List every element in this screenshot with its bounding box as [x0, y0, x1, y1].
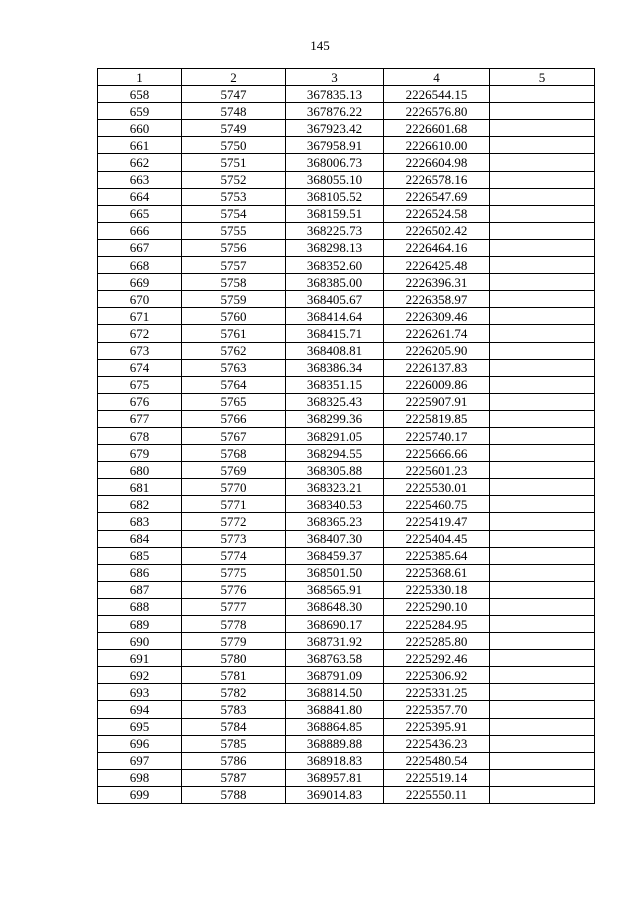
table-cell-col-3: 368690.17: [286, 616, 384, 633]
table-cell-col-4: 2226578.16: [384, 171, 490, 188]
table-cell-col-2: 5780: [182, 650, 286, 667]
table-cell-col-3: 368105.52: [286, 188, 384, 205]
table-cell-col-4: 2225395.91: [384, 718, 490, 735]
table-row: [98, 410, 595, 427]
table-cell-col-3: 368841.80: [286, 701, 384, 718]
table-cell-col-1: 677: [98, 410, 182, 427]
table-cell-col-3: 368414.64: [286, 308, 384, 325]
table-cell-col-5: [490, 735, 595, 752]
table-cell-col-1: 682: [98, 496, 182, 513]
table-cell-col-5: [490, 752, 595, 769]
table-cell-col-4: 2226425.48: [384, 257, 490, 274]
table-cell-col-2: 5778: [182, 616, 286, 633]
table-cell-col-4: 2225601.23: [384, 462, 490, 479]
table-cell-col-4: 2225357.70: [384, 701, 490, 718]
table-cell-col-4: 2225284.95: [384, 616, 490, 633]
table-cell-col-1: 696: [98, 735, 182, 752]
table-cell-col-1: 697: [98, 752, 182, 769]
table-row: [98, 239, 595, 256]
table-cell-col-3: 368791.09: [286, 667, 384, 684]
table-row: [98, 496, 595, 513]
table-cell-col-3: 367958.91: [286, 137, 384, 154]
table-cell-col-4: 2225292.46: [384, 650, 490, 667]
table-cell-col-1: 674: [98, 359, 182, 376]
table-cell-col-1: 672: [98, 325, 182, 342]
table-cell-col-4: 2225819.85: [384, 410, 490, 427]
table-row: [98, 752, 595, 769]
table-cell-col-4: 2225460.75: [384, 496, 490, 513]
table-cell-col-5: [490, 581, 595, 598]
table-cell-col-5: [490, 513, 595, 530]
table-cell-col-3: 368006.73: [286, 154, 384, 171]
table-cell-col-3: 368763.58: [286, 650, 384, 667]
table-cell-col-5: [490, 462, 595, 479]
table-cell-col-2: 5754: [182, 205, 286, 222]
table-cell-col-5: [490, 445, 595, 462]
column-header-3: 3: [286, 69, 384, 86]
table-cell-col-1: 699: [98, 786, 182, 803]
table-cell-col-2: 5747: [182, 86, 286, 103]
table-cell-col-2: 5784: [182, 718, 286, 735]
table-cell-col-4: 2226205.90: [384, 342, 490, 359]
table-cell-col-4: 2225666.66: [384, 445, 490, 462]
table-cell-col-1: 686: [98, 564, 182, 581]
table-cell-col-1: 695: [98, 718, 182, 735]
table-cell-col-5: [490, 274, 595, 291]
table-cell-col-4: 2225740.17: [384, 427, 490, 444]
table-cell-col-4: 2226601.68: [384, 120, 490, 137]
table-row: [98, 427, 595, 444]
table-cell-col-4: 2226396.31: [384, 274, 490, 291]
table-cell-col-3: 368352.60: [286, 257, 384, 274]
table-cell-col-5: [490, 547, 595, 564]
table-row: [98, 462, 595, 479]
table-cell-col-4: 2226137.83: [384, 359, 490, 376]
table-row: [98, 291, 595, 308]
table-cell-col-2: 5748: [182, 103, 286, 120]
table-cell-col-4: 2226610.00: [384, 137, 490, 154]
table-row: [98, 308, 595, 325]
table-cell-col-2: 5764: [182, 376, 286, 393]
table-cell-col-1: 669: [98, 274, 182, 291]
table-cell-col-5: [490, 257, 595, 274]
table-cell-col-4: 2225419.47: [384, 513, 490, 530]
table-cell-col-3: 368501.50: [286, 564, 384, 581]
table-cell-col-4: 2225404.45: [384, 530, 490, 547]
table-cell-col-2: 5773: [182, 530, 286, 547]
table-cell-col-2: 5777: [182, 598, 286, 615]
table-cell-col-5: [490, 188, 595, 205]
table-cell-col-4: 2225290.10: [384, 598, 490, 615]
table-cell-col-5: [490, 718, 595, 735]
table-cell-col-5: [490, 393, 595, 410]
table-cell-col-3: 368159.51: [286, 205, 384, 222]
table-cell-col-4: 2226576.80: [384, 103, 490, 120]
table-cell-col-5: [490, 171, 595, 188]
table-cell-col-3: 368294.55: [286, 445, 384, 462]
table-row: [98, 701, 595, 718]
table-row: [98, 735, 595, 752]
table-cell-col-5: [490, 530, 595, 547]
table-cell-col-4: 2226358.97: [384, 291, 490, 308]
table-cell-col-5: [490, 667, 595, 684]
table-cell-col-3: 368225.73: [286, 222, 384, 239]
table-row: [98, 205, 595, 222]
table-cell-col-3: 368340.53: [286, 496, 384, 513]
table-cell-col-2: 5770: [182, 479, 286, 496]
table-cell-col-5: [490, 103, 595, 120]
table-cell-col-2: 5760: [182, 308, 286, 325]
table-cell-col-3: 368408.81: [286, 342, 384, 359]
table-cell-col-1: 660: [98, 120, 182, 137]
table-cell-col-4: 2225436.23: [384, 735, 490, 752]
table-cell-col-2: 5765: [182, 393, 286, 410]
table-row: [98, 171, 595, 188]
table-row: [98, 530, 595, 547]
table-cell-col-3: 368298.13: [286, 239, 384, 256]
table-cell-col-4: 2226309.46: [384, 308, 490, 325]
table-cell-col-3: 368407.30: [286, 530, 384, 547]
table-cell-col-1: 661: [98, 137, 182, 154]
table-row: [98, 376, 595, 393]
table-cell-col-1: 668: [98, 257, 182, 274]
table-cell-col-4: 2225368.61: [384, 564, 490, 581]
table-cell-col-4: 2225285.80: [384, 633, 490, 650]
table-cell-col-4: 2225330.18: [384, 581, 490, 598]
table-header: [98, 69, 595, 86]
table-cell-col-1: 664: [98, 188, 182, 205]
table-cell-col-2: 5785: [182, 735, 286, 752]
table-cell-col-3: 368814.50: [286, 684, 384, 701]
table-cell-col-1: 658: [98, 86, 182, 103]
table-cell-col-1: 687: [98, 581, 182, 598]
table-cell-col-3: 368731.92: [286, 633, 384, 650]
table-cell-col-2: 5783: [182, 701, 286, 718]
table-cell-col-3: 368385.00: [286, 274, 384, 291]
table-cell-col-5: [490, 291, 595, 308]
column-header-5: 5: [490, 69, 595, 86]
table-row: [98, 769, 595, 786]
table-row: [98, 342, 595, 359]
table-row: [98, 786, 595, 803]
table-cell-col-4: 2226261.74: [384, 325, 490, 342]
table-cell-col-3: 368565.91: [286, 581, 384, 598]
table-cell-col-2: 5781: [182, 667, 286, 684]
table-cell-col-2: 5757: [182, 257, 286, 274]
table-cell-col-2: 5759: [182, 291, 286, 308]
table-cell-col-4: 2226547.69: [384, 188, 490, 205]
table-cell-col-2: 5769: [182, 462, 286, 479]
table-cell-col-2: 5750: [182, 137, 286, 154]
table-cell-col-2: 5753: [182, 188, 286, 205]
table-cell-col-1: 676: [98, 393, 182, 410]
table-cell-col-1: 666: [98, 222, 182, 239]
table-row: [98, 650, 595, 667]
table-cell-col-5: [490, 120, 595, 137]
table-cell-col-1: 679: [98, 445, 182, 462]
table-cell-col-1: 692: [98, 667, 182, 684]
table-cell-col-5: [490, 496, 595, 513]
table-cell-col-5: [490, 342, 595, 359]
table-row: [98, 445, 595, 462]
table-cell-col-2: 5786: [182, 752, 286, 769]
table-cell-col-2: 5782: [182, 684, 286, 701]
table-cell-col-5: [490, 154, 595, 171]
coordinates-table: [97, 68, 595, 804]
table-cell-col-3: 368351.15: [286, 376, 384, 393]
column-header-1: 1: [98, 69, 182, 86]
table-cell-col-5: [490, 769, 595, 786]
table-row: [98, 86, 595, 103]
table-cell-col-2: 5776: [182, 581, 286, 598]
table-cell-col-5: [490, 427, 595, 444]
table-cell-col-4: 2226604.98: [384, 154, 490, 171]
header-row: [98, 69, 595, 86]
table-cell-col-2: 5755: [182, 222, 286, 239]
table-row: [98, 616, 595, 633]
table-row: [98, 598, 595, 615]
table-cell-col-1: 684: [98, 530, 182, 547]
table-cell-col-2: 5779: [182, 633, 286, 650]
table-row: [98, 154, 595, 171]
table-cell-col-3: 368365.23: [286, 513, 384, 530]
table-cell-col-5: [490, 598, 595, 615]
table-cell-col-5: [490, 479, 595, 496]
table-cell-col-2: 5767: [182, 427, 286, 444]
table-row: [98, 359, 595, 376]
table-cell-col-3: 368055.10: [286, 171, 384, 188]
table-cell-col-4: 2226524.58: [384, 205, 490, 222]
table-cell-col-3: 368415.71: [286, 325, 384, 342]
table-cell-col-4: 2225306.92: [384, 667, 490, 684]
table-cell-col-4: 2225480.54: [384, 752, 490, 769]
table-cell-col-4: 2226009.86: [384, 376, 490, 393]
table-cell-col-5: [490, 325, 595, 342]
table-cell-col-1: 689: [98, 616, 182, 633]
page-number: 145: [310, 38, 330, 53]
table-cell-col-2: 5749: [182, 120, 286, 137]
table-row: [98, 257, 595, 274]
table-cell-col-2: 5787: [182, 769, 286, 786]
table-cell-col-3: 368386.34: [286, 359, 384, 376]
table-cell-col-2: 5761: [182, 325, 286, 342]
table-cell-col-3: 368864.85: [286, 718, 384, 735]
table-cell-col-5: [490, 684, 595, 701]
table-cell-col-1: 671: [98, 308, 182, 325]
table-cell-col-3: 368918.83: [286, 752, 384, 769]
table-cell-col-1: 698: [98, 769, 182, 786]
table-cell-col-5: [490, 650, 595, 667]
table-cell-col-5: [490, 222, 595, 239]
table-cell-col-5: [490, 376, 595, 393]
table-cell-col-1: 665: [98, 205, 182, 222]
table-cell-col-5: [490, 786, 595, 803]
table-cell-col-1: 683: [98, 513, 182, 530]
table-cell-col-2: 5774: [182, 547, 286, 564]
table-cell-col-3: 368459.37: [286, 547, 384, 564]
column-header-4: 4: [384, 69, 490, 86]
table-cell-col-3: 367923.42: [286, 120, 384, 137]
table-cell-col-4: 2226464.16: [384, 239, 490, 256]
table-cell-col-5: [490, 137, 595, 154]
table-cell-col-3: 367876.22: [286, 103, 384, 120]
table-row: [98, 479, 595, 496]
table-cell-col-2: 5758: [182, 274, 286, 291]
table-cell-col-5: [490, 308, 595, 325]
table-row: [98, 581, 595, 598]
table-body: [98, 86, 595, 804]
table-cell-col-1: 678: [98, 427, 182, 444]
table-cell-col-4: 2225550.11: [384, 786, 490, 803]
table-cell-col-1: 663: [98, 171, 182, 188]
table-row: [98, 103, 595, 120]
table-cell-col-3: 369014.83: [286, 786, 384, 803]
table-row: [98, 188, 595, 205]
table-cell-col-1: 691: [98, 650, 182, 667]
table-cell-col-2: 5751: [182, 154, 286, 171]
table-cell-col-4: 2225519.14: [384, 769, 490, 786]
table-cell-col-2: 5775: [182, 564, 286, 581]
table-row: [98, 667, 595, 684]
table-row: [98, 633, 595, 650]
table-cell-col-3: 368325.43: [286, 393, 384, 410]
table-cell-col-2: 5763: [182, 359, 286, 376]
table-cell-col-5: [490, 564, 595, 581]
column-header-2: 2: [182, 69, 286, 86]
table-cell-col-3: 368957.81: [286, 769, 384, 786]
table-row: [98, 718, 595, 735]
table-cell-col-5: [490, 410, 595, 427]
table-row: [98, 137, 595, 154]
table-row: [98, 120, 595, 137]
table-row: [98, 325, 595, 342]
table-cell-col-3: 367835.13: [286, 86, 384, 103]
table-cell-col-2: 5771: [182, 496, 286, 513]
table-cell-col-2: 5752: [182, 171, 286, 188]
table-cell-col-4: 2225331.25: [384, 684, 490, 701]
table-cell-col-5: [490, 239, 595, 256]
table-row: [98, 564, 595, 581]
table-cell-col-2: 5768: [182, 445, 286, 462]
table-cell-col-5: [490, 701, 595, 718]
table-cell-col-3: 368323.21: [286, 479, 384, 496]
table-cell-col-1: 659: [98, 103, 182, 120]
table-cell-col-1: 688: [98, 598, 182, 615]
table-row: [98, 222, 595, 239]
table-cell-col-4: 2226502.42: [384, 222, 490, 239]
table-cell-col-3: 368299.36: [286, 410, 384, 427]
table-cell-col-3: 368291.05: [286, 427, 384, 444]
table-cell-col-5: [490, 205, 595, 222]
table-row: [98, 513, 595, 530]
table-cell-col-1: 681: [98, 479, 182, 496]
table-cell-col-3: 368889.88: [286, 735, 384, 752]
table-cell-col-1: 680: [98, 462, 182, 479]
table-cell-col-2: 5756: [182, 239, 286, 256]
table-cell-col-1: 673: [98, 342, 182, 359]
table-cell-col-1: 670: [98, 291, 182, 308]
table-cell-col-1: 693: [98, 684, 182, 701]
table-cell-col-5: [490, 616, 595, 633]
table-cell-col-1: 675: [98, 376, 182, 393]
table-cell-col-5: [490, 633, 595, 650]
table-cell-col-4: 2226544.15: [384, 86, 490, 103]
table-cell-col-2: 5762: [182, 342, 286, 359]
table-cell-col-5: [490, 86, 595, 103]
table-row: [98, 547, 595, 564]
table-cell-col-2: 5772: [182, 513, 286, 530]
table-cell-col-4: 2225530.01: [384, 479, 490, 496]
table-cell-col-1: 694: [98, 701, 182, 718]
table-cell-col-3: 368405.67: [286, 291, 384, 308]
table-cell-col-3: 368648.30: [286, 598, 384, 615]
table-cell-col-3: 368305.88: [286, 462, 384, 479]
table-cell-col-1: 662: [98, 154, 182, 171]
table-cell-col-1: 690: [98, 633, 182, 650]
table-cell-col-2: 5788: [182, 786, 286, 803]
table-row: [98, 393, 595, 410]
table-cell-col-5: [490, 359, 595, 376]
table-cell-col-4: 2225907.91: [384, 393, 490, 410]
table-row: [98, 274, 595, 291]
table-cell-col-2: 5766: [182, 410, 286, 427]
table-cell-col-1: 667: [98, 239, 182, 256]
table-cell-col-1: 685: [98, 547, 182, 564]
table-cell-col-4: 2225385.64: [384, 547, 490, 564]
table-row: [98, 684, 595, 701]
